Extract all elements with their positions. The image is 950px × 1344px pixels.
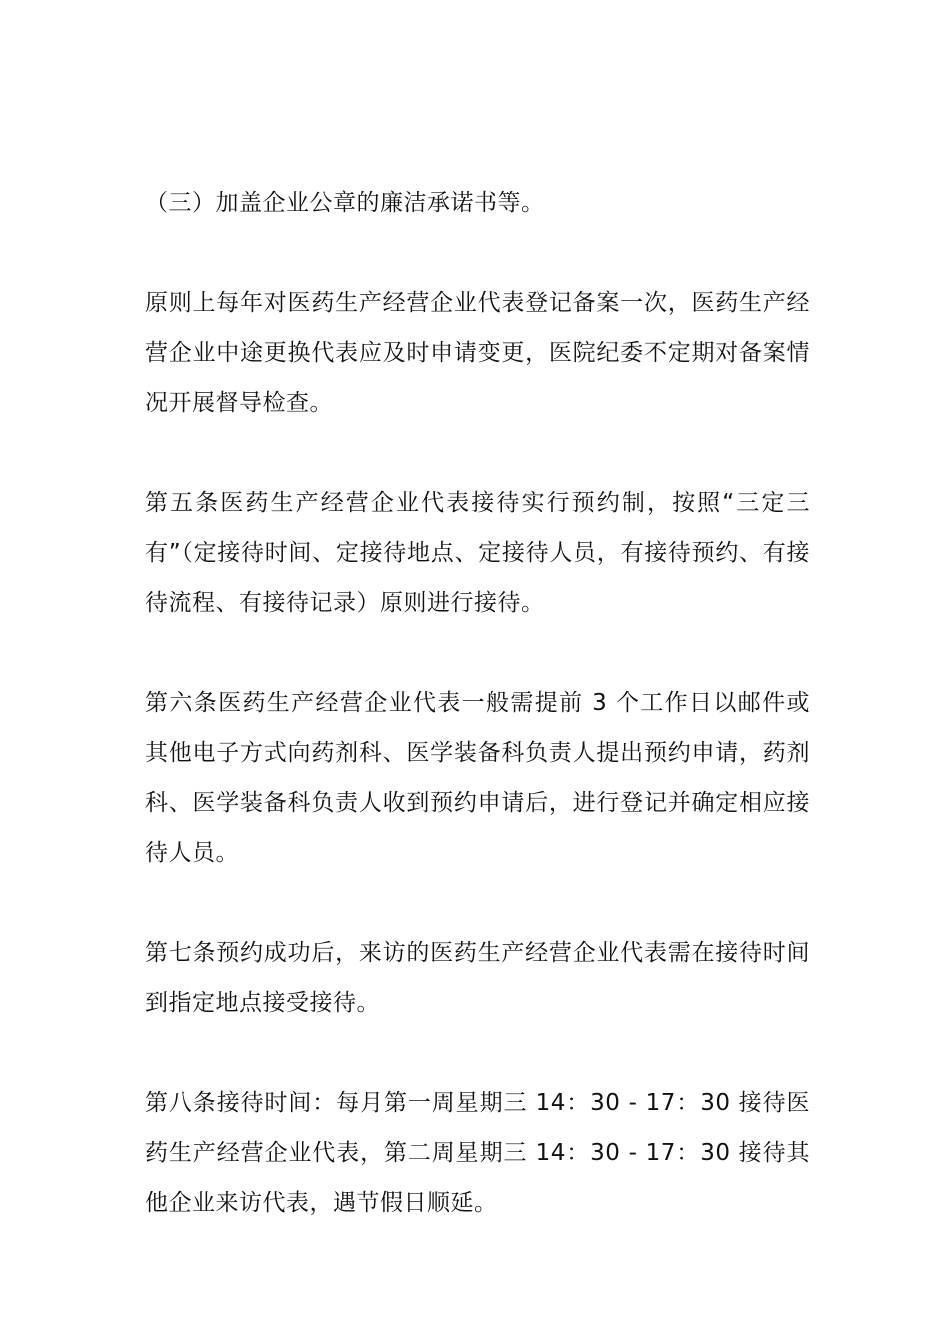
document-body (145, 178, 810, 1278)
paragraph-article-5: 第五条医药生产经营企业代表接待实行预约制，按照“三定三有”（定接待时间、定接待地点、定接待人员，有接待预约、有接待流程、有接待记录）原则进行接待。 (145, 490, 810, 616)
paragraph-article-8: 第八条接待时间：每月第一周星期三 14：30 - 17：30 接待医药生产经营企业代表，第二周星期三 14：30 - 17：30 接待其他企业来访代表，遇节假日顺延。 (145, 1090, 810, 1216)
paragraph-article-7: 第七条预约成功后，来访的医药生产经营企业代表需在接待时间到指定地点接受接待。 (145, 940, 810, 1016)
paragraph-item-3: （三）加盖企业公章的廉洁承诺书等。 (145, 190, 545, 216)
paragraph-article-6: 第六条医药生产经营企业代表一般需提前 3 个工作日以邮件或其他电子方式向药剂科、医学装备科负责人提出预约申请，药剂科、医学装备科负责人收到预约申请后，进行登记并确定相应接待人员。 (145, 690, 810, 866)
paragraph-registration-rule: 原则上每年对医药生产经营企业代表登记备案一次，医药生产经营企业中途更换代表应及时申请变更，医院纪委不定期对备案情况开展督导检查。 (145, 290, 810, 416)
